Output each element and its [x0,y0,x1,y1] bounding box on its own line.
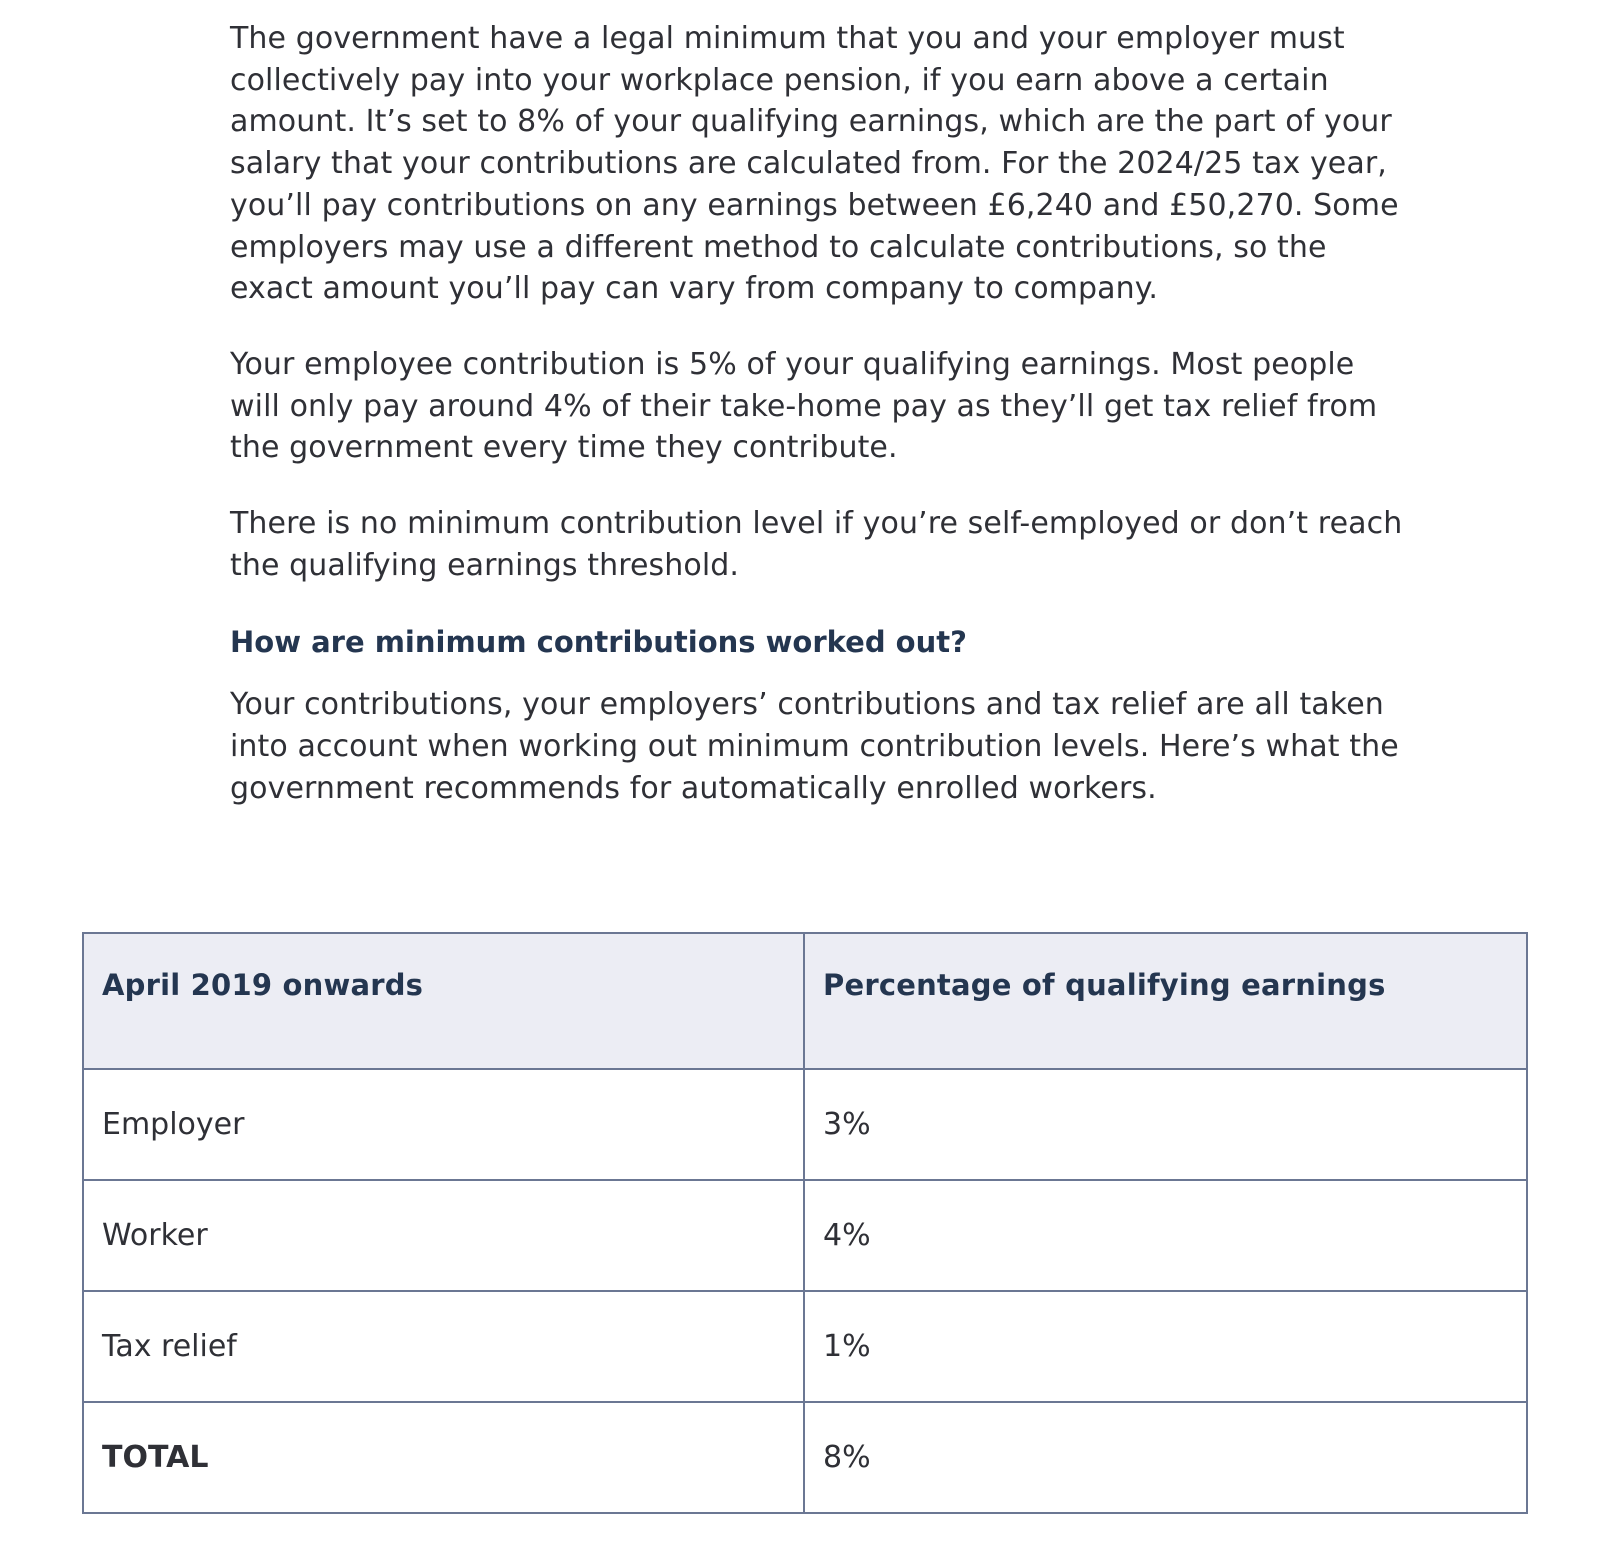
row-value: 8% [804,1402,1527,1513]
column-header-period: April 2019 onwards [83,933,804,1069]
paragraph-employee-contribution: Your employee contribution is 5% of your qualifying earnings. Most people will only pay around 4% of their take-home pay as they’ll get tax relief from the government every time they contribute. [230,346,1378,466]
column-header-percentage: Percentage of qualifying earnings [804,933,1527,1069]
row-value: 4% [804,1180,1527,1291]
row-label: TOTAL [83,1402,804,1513]
row-value: 1% [804,1291,1527,1402]
contributions-table-container [82,932,1526,1514]
table-row-worker [83,1180,1527,1291]
row-label: Worker [83,1180,804,1291]
paragraph-legal-minimum: The government have a legal minimum that you and your employer must collectively pay into your workplace pension, if you earn above a certain amount. It’s set to 8% of your qualifying earnings, which are the part of your salary that your contributions are calculated from. For the 2024/25 tax year, you’ll pay contributions on any earnings between £6,240 and £50,270. Some employers may use a different method to calculate contributions, so the exact amount you’ll pay can vary from company to company. [230,21,1399,307]
table-row-total [83,1402,1527,1513]
table-row-employer [83,1069,1527,1180]
row-label: Tax relief [83,1291,804,1402]
section-heading: How are minimum contributions worked out? [230,625,967,660]
paragraph-recommendation: Your contributions, your employers’ contributions and tax relief are all taken into account when working out minimum contribution levels. Here’s what the government recommends for automatically enrolled workers. [230,687,1399,806]
table-row-tax-relief [83,1291,1527,1402]
table-header-row [83,933,1527,1069]
paragraph-self-employed: There is no minimum contribution level if you’re self-employed or don’t reach the qualifying earnings threshold. [230,506,1403,583]
row-label: Employer [83,1069,804,1180]
article-body [230,18,1410,810]
contributions-table [82,932,1528,1514]
row-value: 3% [804,1069,1527,1180]
